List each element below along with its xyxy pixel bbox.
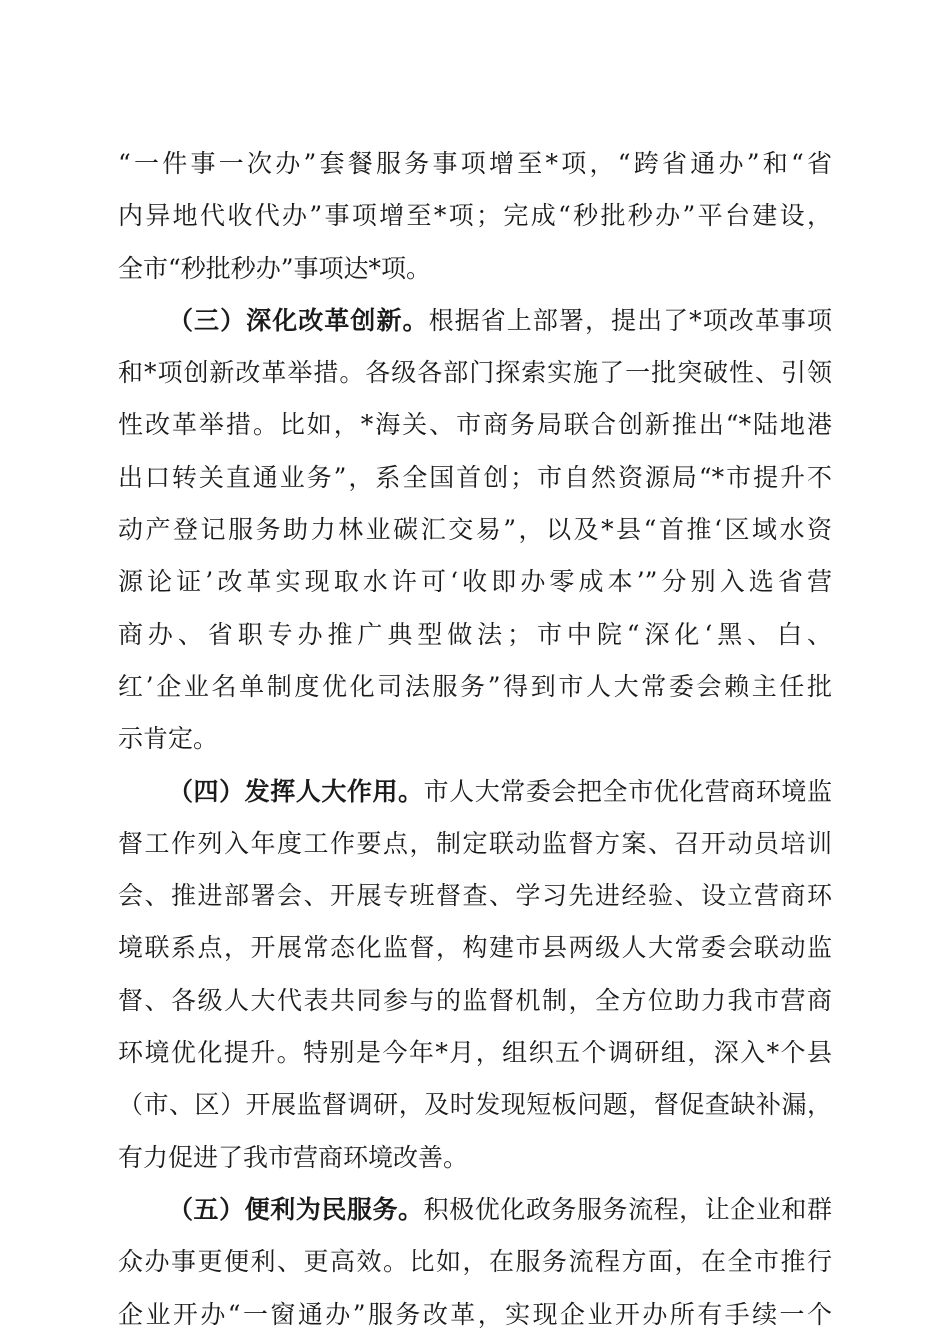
text-line: “一件事一次办”套餐服务事项增至*项，“跨省通办”和“省: [118, 149, 832, 178]
section-heading: （三）深化改革创新。: [168, 305, 429, 335]
text-line: 出口转关直通业务”，系全国首创；市自然资源局“*市提升不: [118, 462, 832, 492]
document-page: [118, 138, 832, 1341]
text-line: 企业开办“一窗通办”服务改革，实现企业开办所有手续一个: [118, 1299, 832, 1329]
text-line: 督、各级人大代表共同参与的监督机制，全方位助力我市营商: [118, 985, 832, 1015]
text-line: 全市“秒批秒办”事项达*项。: [118, 253, 432, 283]
text-run: 根据省上部署，提出了*项改革事项: [428, 305, 832, 335]
text-run: 积极优化政务服务流程，让企业和群: [423, 1194, 832, 1224]
text-line: 性改革举措。比如，*海关、市商务局联合创新推出“*陆地港: [118, 410, 832, 440]
text-run: 市人大常委会把全市优化营商环境监: [423, 776, 832, 806]
section-4-paragraph: [118, 766, 832, 1184]
text-line: 动产登记服务助力林业碳汇交易”，以及*县“首推‘区域水资: [118, 515, 832, 545]
section-5-paragraph: [118, 1184, 832, 1341]
section-heading: （五）便利为民服务。: [168, 1194, 424, 1224]
text-line: 会、推进部署会、开展专班督查、学习先进经验、设立营商环: [118, 881, 832, 911]
text-line: 内异地代收代办”事项增至*项；完成“秒批秒办”平台建设，: [118, 201, 832, 231]
text-line: 源论证’改革实现取水许可‘收即办零成本’”分别入选省营: [118, 567, 832, 597]
section-3-paragraph: [118, 295, 832, 766]
text-line: [118, 1184, 832, 1236]
text-line: 商办、省职专办推广典型做法；市中院“深化‘黑、白、: [118, 619, 832, 649]
text-line: [118, 766, 832, 818]
text-line: 境联系点，开展常态化监督，构建市县两级人大常委会联动监: [118, 933, 832, 963]
paragraph-1: [118, 138, 832, 295]
text-line: 有力促进了我市营商环境改善。: [118, 1142, 469, 1172]
text-line: 示肯定。: [118, 724, 219, 754]
section-heading: （四）发挥人大作用。: [168, 776, 424, 806]
text-line: 众办事更便利、更高效。比如，在服务流程方面，在全市推行: [118, 1247, 832, 1277]
text-line: 和*项创新改革举措。各级各部门探索实施了一批突破性、引领: [118, 358, 832, 388]
text-line: 环境优化提升。特别是今年*月，组织五个调研组，深入*个县: [118, 1038, 832, 1068]
text-line: 督工作列入年度工作要点，制定联动监督方案、召开动员培训: [118, 828, 832, 858]
text-line: （市、区）开展监督调研，及时发现短板问题，督促查缺补漏，: [118, 1090, 832, 1120]
text-line: 红’企业名单制度优化司法服务”得到市人大常委会赖主任批: [118, 671, 832, 701]
text-line: [118, 295, 832, 347]
